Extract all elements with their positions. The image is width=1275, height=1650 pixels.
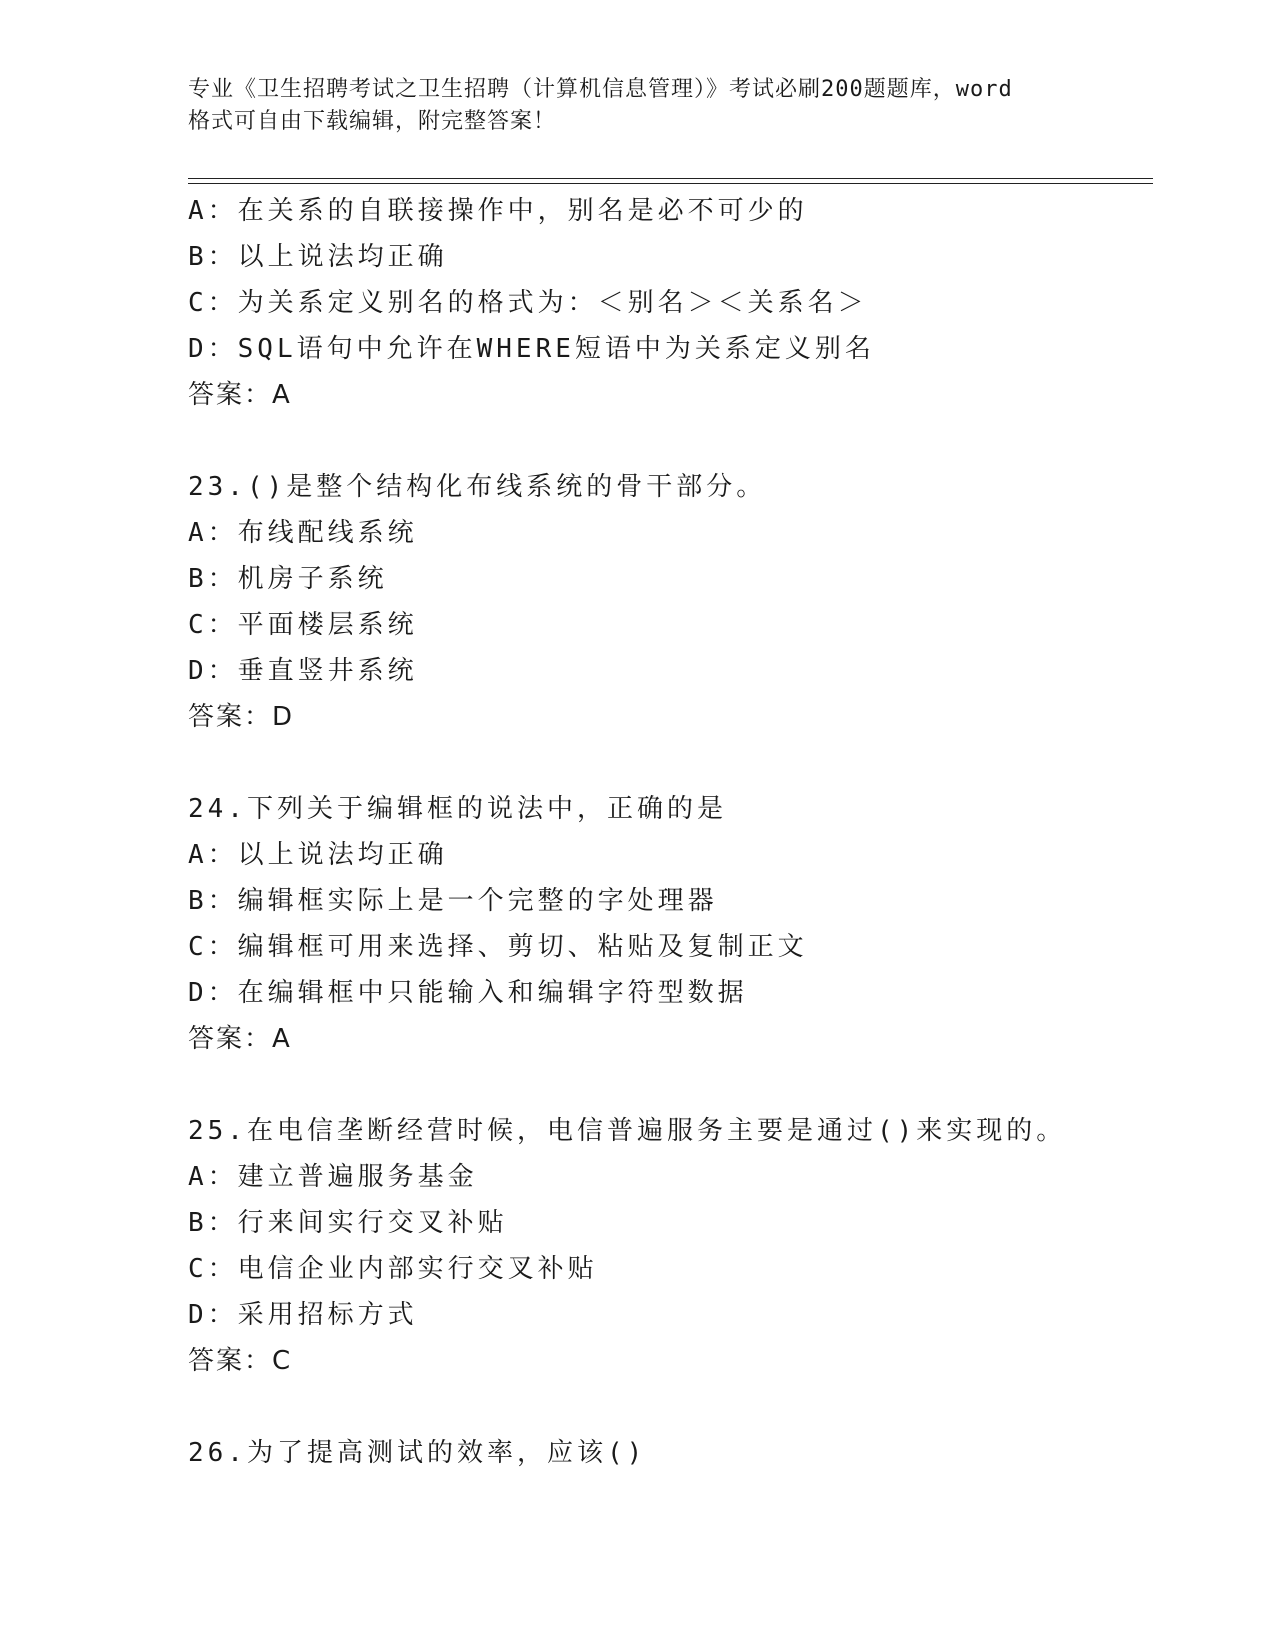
- header-divider-top: [188, 178, 1153, 179]
- option-d: D：SQL语句中允许在WHERE短语中为关系定义别名: [188, 334, 875, 364]
- option-c: C：电信企业内部实行交叉补贴: [188, 1254, 598, 1284]
- option-a: A：在关系的自联接操作中，别名是必不可少的: [188, 196, 808, 226]
- header-title-line-2: 格式可自由下载编辑，附完整答案！: [188, 109, 557, 134]
- question-text: 24.下列关于编辑框的说法中，正确的是: [188, 794, 727, 824]
- option-b: B：机房子系统: [188, 564, 388, 594]
- option-b: B：以上说法均正确: [188, 242, 448, 272]
- answer-line: 答案：C: [188, 1346, 293, 1376]
- answer-line: 答案：D: [188, 702, 295, 732]
- spacer: [188, 418, 1148, 464]
- option-a: A：以上说法均正确: [188, 840, 448, 870]
- question-text: 26.为了提高测试的效率，应该(): [188, 1438, 647, 1468]
- question-text: 25.在电信垄断经营时候，电信普遍服务主要是通过()来实现的。: [188, 1116, 1067, 1146]
- spacer: [188, 1062, 1148, 1108]
- question-list: [188, 188, 1148, 1476]
- option-c: C：平面楼层系统: [188, 610, 418, 640]
- option-d: D：采用招标方式: [188, 1300, 418, 1330]
- spacer: [188, 740, 1148, 786]
- option-c: C：编辑框可用来选择、剪切、粘贴及复制正文: [188, 932, 808, 962]
- answer-line: 答案：A: [188, 1024, 292, 1054]
- option-c: C：为关系定义别名的格式为：＜别名＞＜关系名＞: [188, 288, 868, 318]
- question-block-25: [188, 1108, 1148, 1384]
- document-header: [188, 74, 1088, 138]
- option-d: D：垂直竖井系统: [188, 656, 418, 686]
- option-d: D：在编辑框中只能输入和编辑字符型数据: [188, 978, 748, 1008]
- option-b: B：编辑框实际上是一个完整的字处理器: [188, 886, 718, 916]
- option-a: A：建立普遍服务基金: [188, 1162, 478, 1192]
- answer-line: 答案：A: [188, 380, 292, 410]
- option-a: A：布线配线系统: [188, 518, 418, 548]
- option-b: B：行来间实行交叉补贴: [188, 1208, 508, 1238]
- question-block-22: [188, 188, 1148, 418]
- header-divider-bottom: [188, 183, 1153, 184]
- question-block-26: [188, 1430, 1148, 1476]
- question-block-24: [188, 786, 1148, 1062]
- question-text: 23.()是整个结构化布线系统的骨干部分。: [188, 472, 767, 502]
- spacer: [188, 1384, 1148, 1430]
- question-block-23: [188, 464, 1148, 740]
- header-title-line-1: 专业《卫生招聘考试之卫生招聘（计算机信息管理）》考试必刷200题题库，word: [188, 77, 1013, 102]
